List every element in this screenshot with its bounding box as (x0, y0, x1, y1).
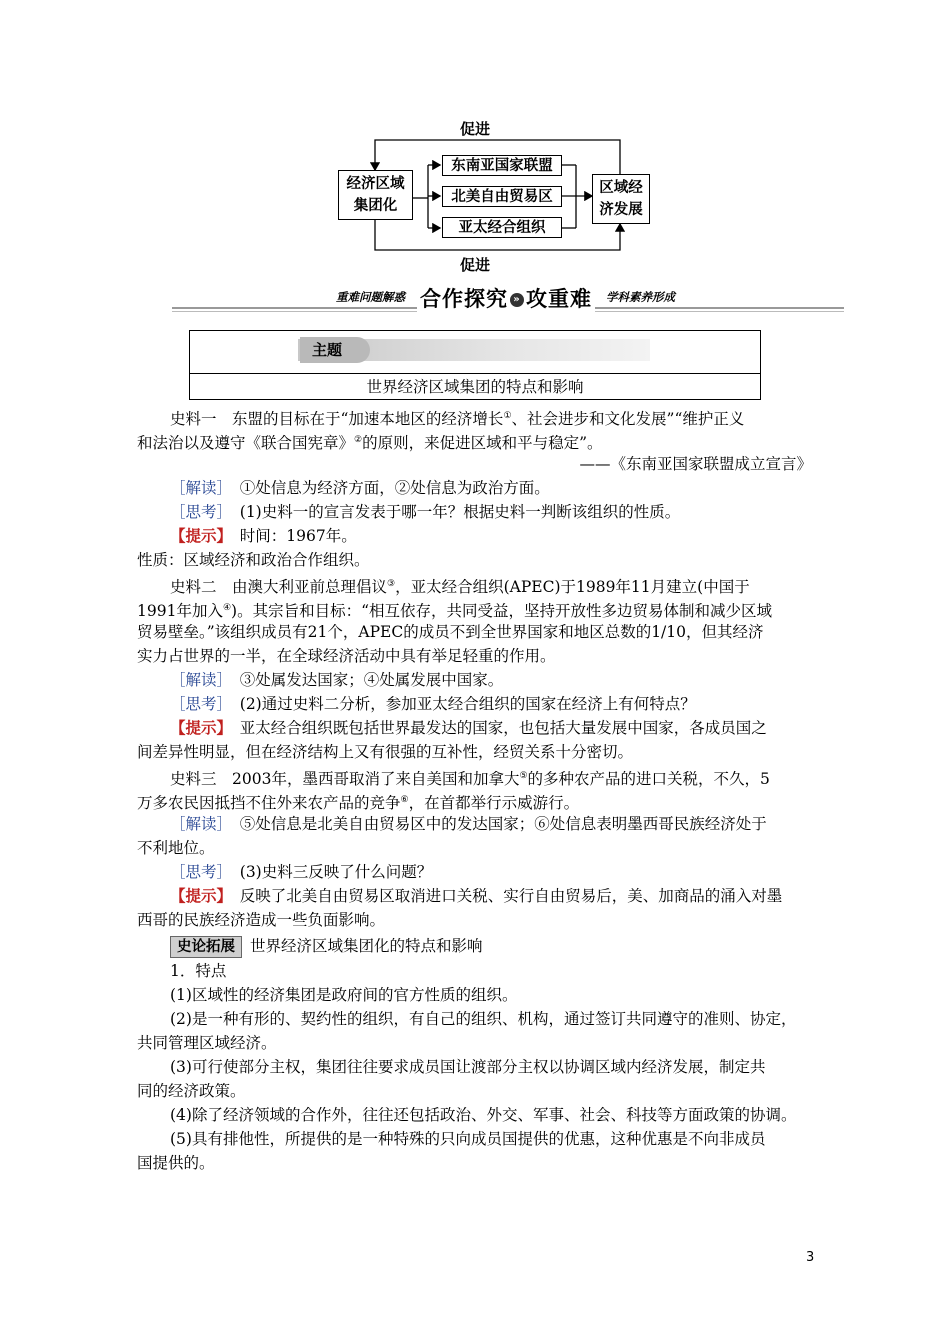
text-segment: 史料三 2003年，墨西哥取消了来自美国和加拿大 (170, 770, 520, 789)
page-number: 3 (806, 1250, 815, 1265)
text-line (137, 548, 370, 572)
text-segment: ［思考］ (170, 503, 225, 521)
text-line (170, 716, 767, 740)
text-line (170, 1127, 765, 1151)
text-segment: (3)可行使部分主权，集团往往要求成员国让渡部分主权以协调区域内经济发展，制定共 (170, 1058, 766, 1076)
topic-box (189, 330, 761, 400)
text-line (137, 620, 764, 644)
middle-box-apec: 亚太经合组织 (442, 217, 562, 238)
footnote-marker: ④ (222, 603, 232, 613)
footnote-marker: ③ (387, 579, 396, 589)
text-segment: ——《东南亚国家联盟成立宣言》 (579, 455, 812, 473)
footnote-marker: ⑤ (519, 771, 528, 781)
text-segment: )。其宗旨和目标：“相互依存，共同受益，坚持开放性多边贸易体制和减少区域 (231, 602, 773, 621)
text-line (137, 1079, 246, 1103)
text-line (137, 740, 633, 764)
text-line (170, 692, 696, 716)
text-line (137, 1151, 215, 1175)
text-segment: 1．特点 (170, 962, 227, 980)
text-segment: 、社会进步和文化发展”“维护正义 (511, 410, 745, 429)
text-segment: ，亚太经合组织(APEC)于1989年11月建立(中国于 (395, 578, 750, 597)
text-segment: ③处属发达国家；④处属发展中国家。 (224, 671, 504, 689)
text-segment: 西哥的民族经济造成一些负面影响。 (137, 911, 386, 929)
text-segment: ［思考］ (170, 695, 225, 713)
text-segment: 间差异性明显，但在经济结构上又有很强的互补性，经贸关系十分密切。 (137, 743, 634, 761)
text-line (137, 1031, 277, 1055)
text-segment: 不利地位。 (137, 839, 215, 857)
text-segment: (3)史料三反映了什么问题？ (224, 863, 433, 881)
text-line (170, 476, 550, 500)
text-line (170, 860, 432, 884)
right-box: 区域经 济发展 (592, 174, 650, 224)
text-segment: 【提示】 (170, 526, 225, 545)
text-segment: 时间：1967年。 (224, 527, 357, 545)
text-segment: (2)通过史料二分析，参加亚太经合组织的国家在经济上有何特点？ (224, 695, 696, 713)
text-line (170, 524, 357, 548)
text-line (170, 1007, 796, 1031)
text-line (170, 884, 782, 908)
text-segment: 【提示】 (170, 886, 225, 905)
text-line (170, 1055, 765, 1079)
text-line (170, 934, 483, 958)
text-segment: 同的经济政策。 (137, 1082, 246, 1100)
text-segment: 史料二 由澳大利亚前总理倡议 (170, 578, 388, 597)
text-line (137, 644, 556, 668)
text-line (170, 500, 680, 524)
bottom-label: 促进 (459, 256, 491, 274)
text-segment: 国提供的。 (137, 1154, 215, 1172)
text-segment: ①处信息为经济方面，②处信息为政治方面。 (224, 479, 550, 497)
text-segment: (1)史料一的宣言发表于哪一年？根据史料一判断该组织的性质。 (224, 503, 681, 521)
text-line (137, 908, 385, 932)
left-box: 经济区域 集团化 (338, 170, 413, 220)
banner-title-b: 攻重难 (526, 287, 592, 311)
text-segment: ［解读］ (170, 671, 225, 689)
footnote-marker: ① (503, 411, 512, 421)
text-line (170, 668, 503, 692)
text-segment: 的多种农产品的进口关税，不久，5 (527, 770, 770, 789)
footnote-marker: ⑥ (400, 795, 409, 805)
banner-title-a: 合作探究 (420, 287, 508, 311)
banner-title (417, 283, 595, 313)
double-chevron-icon: » (510, 293, 524, 307)
footnote-marker: ② (354, 435, 363, 445)
text-segment: ，在首都举行示威游行。 (408, 794, 580, 813)
text-segment: ［思考］ (170, 863, 225, 881)
section-banner (172, 286, 844, 314)
middle-box-asean: 东南亚国家联盟 (442, 155, 562, 176)
text-segment: (4)除了经济领域的合作外，往往还包括政治、外交、军事、社会、科技等方面政策的协调。 (170, 1106, 797, 1124)
text-segment: 亚太经合组织既包括世界最发达的国家，也包括大量发展中国家，各成员国之 (224, 719, 767, 737)
text-segment: (5)具有排他性，所提供的是一种特殊的只向成员国提供的优惠，这种优惠是不向非成员 (170, 1130, 766, 1148)
topic-header (190, 331, 760, 374)
text-segment: 世界经济区域集团化的特点和影响 (250, 937, 483, 955)
text-line (170, 1103, 796, 1127)
text-line (170, 983, 517, 1007)
text-line (137, 836, 215, 860)
banner-right-text: 学科素养形成 (606, 290, 675, 304)
text-line (170, 959, 226, 983)
flow-diagram (300, 118, 650, 278)
text-segment: ［解读］ (170, 479, 225, 497)
middle-box-nafta: 北美自由贸易区 (442, 186, 562, 207)
text-segment: 的原则，来促进区域和平与稳定”。 (362, 434, 603, 453)
text-line (170, 812, 767, 836)
text-segment: 实力占世界的一半，在全球经济活动中具有举足轻重的作用。 (137, 647, 556, 665)
section-tag: 史论拓展 (170, 936, 242, 958)
text-segment: ［解读］ (170, 815, 225, 833)
text-line (137, 428, 603, 455)
text-segment: 1991年加入 (137, 602, 223, 621)
topic-tag: 主题 (300, 337, 370, 363)
text-segment: 史料一 东盟的目标在于“加速本地区的经济增长 (170, 410, 504, 429)
banner-left-text: 重难问题解惑 (336, 290, 405, 304)
text-segment: 共同管理区域经济。 (137, 1034, 277, 1052)
text-segment: ⑤处信息是北美自由贸易区中的发达国家；⑥处信息表明墨西哥民族经济处于 (224, 815, 767, 833)
text-segment: 性质：区域经济和政治合作组织。 (137, 551, 370, 569)
text-segment: 和法治以及遵守《联合国宪章》 (137, 434, 355, 453)
text-segment: 【提示】 (170, 718, 225, 737)
text-segment: 反映了北美自由贸易区取消进口关税、实行自由贸易后，美、加商品的涌入对墨 (224, 887, 783, 905)
top-label: 促进 (459, 120, 491, 138)
text-segment: (1)区域性的经济集团是政府间的官方性质的组织。 (170, 986, 518, 1004)
text-line (579, 452, 812, 476)
topic-subtitle: 世界经济区域集团的特点和影响 (366, 378, 584, 396)
text-segment: 万多农民因抵挡不住外来农产品的竞争 (137, 794, 401, 813)
text-segment: (2)是一种有形的、契约性的组织，有自己的组织、机构，通过签订共同遵守的准则、协定， (170, 1010, 797, 1028)
text-segment: 贸易壁垒。”该组织成员有21个，APEC的成员不到全世界国家和地区总数的1/10，但其经济 (137, 623, 764, 641)
